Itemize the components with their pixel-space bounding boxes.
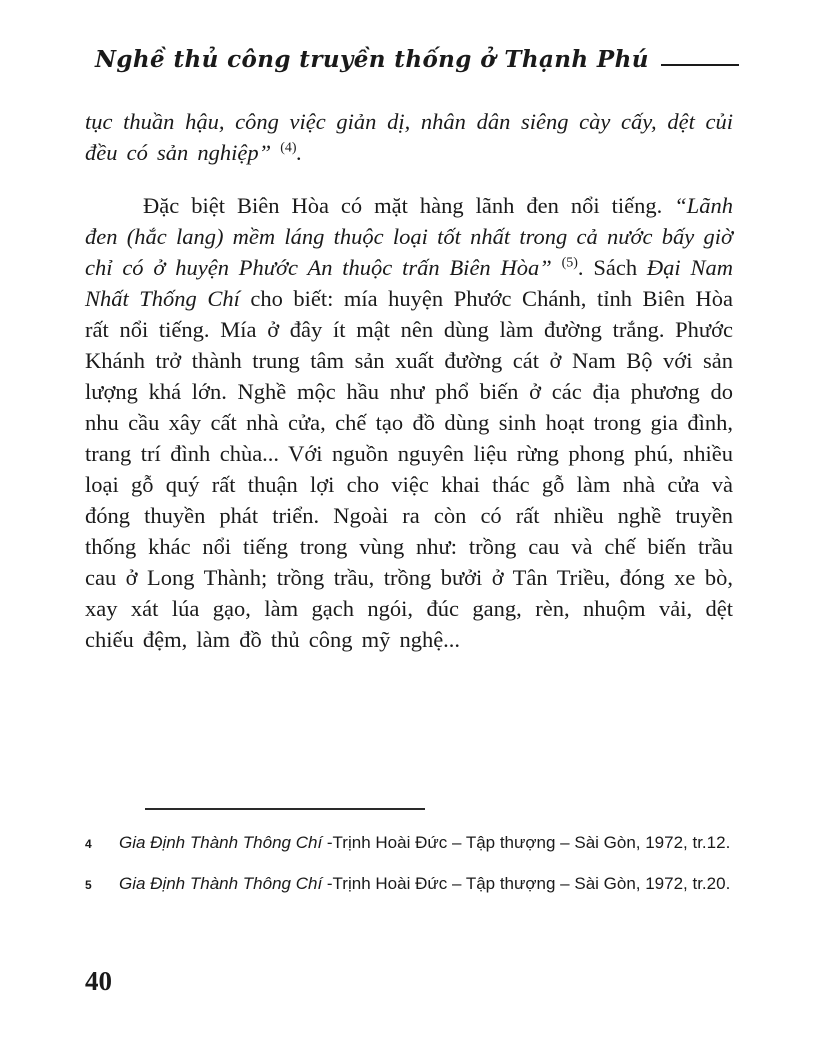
running-header — [95, 46, 735, 73]
footnote-separator-rule — [145, 808, 425, 810]
footnote-5-source-title: Gia Định Thành Thông Chí — [119, 874, 323, 893]
header-rule — [661, 64, 739, 66]
footnote-4-text — [119, 830, 745, 857]
page-body — [85, 106, 733, 655]
footnotes — [85, 830, 745, 912]
page-number: 40 — [85, 966, 112, 996]
footnote-4 — [85, 830, 745, 857]
footnote-5-text — [119, 871, 745, 898]
footnote-4-detail: -Trịnh Hoài Đức – Tập thượng – Sài Gòn, 1972, tr.12. — [322, 833, 731, 852]
running-header-title: Nghề thủ công truyền thống ở Thạnh Phú — [95, 46, 649, 73]
paragraph-main: Đặc biệt Biên Hòa có mặt hàng lãnh đen nổi tiếng. “Lãnh đen (hắc lang) mềm láng thuộc loại tốt nhất trong cả nước bấy giờ chỉ có ở huyện Phước An thuộc trấn Biên Hòa” $^{(5)}$. Sách Đại Nam Nhất Thống Chí cho biết: mía huyện Phước Chánh, tỉnh Biên Hòa rất nổi tiếng. Mía ở đây ít mật nên dùng làm đường trắng. Phước Khánh trở thành trung tâm sản xuất đường cát ở Nam Bộ với sản lượng khá lớn. Nghề mộc hầu như phổ biến ở các địa phương do nhu cầu xây cất nhà cửa, chế tạo đồ dùng sinh hoạt trong gia đình, trang trí đình chùa... Với nguồn nguyên liệu rừng phong phú, nhiều loại gỗ quý rất thuận lợi cho việc khai thác gỗ làm nhà cửa và đóng thuyền phát triển. Ngoài ra còn có rất nhiều nghề truyền thống khác nổi tiếng trong vùng như: trồng cau và chế biến trầu cau ở Long Thành; trồng trầu, trồng bưởi ở Tân Triều, đóng xe bò, xay xát lúa gạo, làm gạch ngói, đúc gang, rèn, nhuộm vải, dệt chiếu đệm, làm đồ thủ công mỹ nghệ... — [85, 193, 733, 652]
paragraph-continuation-quote: tục thuần hậu, công việc giản dị, nhân dân siêng cày cấy, dệt củi đều có sản nghiệp” $^{(4)}$. — [85, 109, 733, 165]
footnote-5-detail: -Trịnh Hoài Đức – Tập thượng – Sài Gòn, 1972, tr.20. — [322, 874, 731, 893]
footnote-5-marker: 5 — [85, 878, 92, 892]
footnote-4-source-title: Gia Định Thành Thông Chí — [119, 833, 323, 852]
footnote-5 — [85, 871, 745, 898]
footnote-4-marker: 4 — [85, 837, 92, 851]
